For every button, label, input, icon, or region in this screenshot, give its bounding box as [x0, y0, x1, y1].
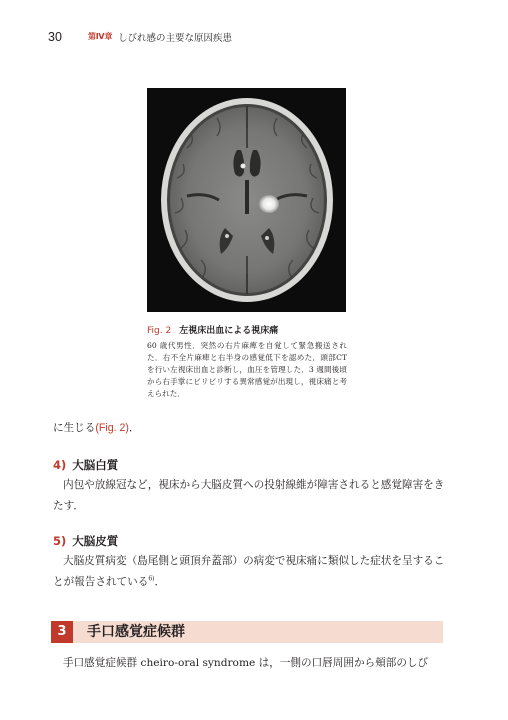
section-3-paragraph: 手口感覚症候群 cheiro-oral syndrome は，一側の口唇周囲から頬部のしび — [63, 657, 429, 669]
section-4-heading — [53, 457, 118, 473]
page-number: 30 — [48, 30, 62, 44]
chapter-title: しびれ感の主要な原因疾患 — [118, 33, 233, 44]
section-4-title: 大脳白質 — [72, 458, 119, 472]
figure-title: 左視床出血による視床痛 — [179, 326, 279, 336]
section-5-text: 大脳皮質病変（島尾側と頭頂弁蓋部）の病変で視床痛に類似した症状を呈することが報告されている — [53, 555, 445, 588]
section-5-number: 5) — [53, 534, 67, 548]
section-4-number: 4) — [53, 458, 67, 472]
figure-caption — [147, 318, 347, 400]
section-5-title: 大脳皮質 — [72, 534, 119, 548]
figure-label: Fig. 2 — [147, 326, 172, 336]
chapter-tag: 第Ⅳ章 — [88, 32, 113, 41]
paragraph-fig-ref — [53, 418, 140, 439]
section-3-title: 手口感覚症候群 — [87, 624, 185, 640]
fig-ref-post: ． — [128, 422, 140, 434]
fig-ref-pre: に生じる — [53, 422, 96, 434]
ct-scan-image — [147, 88, 346, 312]
section-5-paragraph — [53, 551, 445, 593]
section-3-number: 3 — [51, 621, 73, 643]
reference-marker[interactable]: 6) — [148, 575, 155, 583]
section-3-banner — [51, 621, 443, 643]
section-5-text-end: ． — [154, 576, 166, 588]
fig-ref-link[interactable]: (Fig. 2) — [95, 422, 129, 434]
figure-description: 60 歳代男性．突然の右片麻痺を自覚して緊急搬送された．右不全片麻痺と右半身の感覚低下を認めた．頭部CTを行い左視床出血と診断し，血圧を管理した．3 週間後頃から右手掌にビリビリする異常感覚が出現し，視床痛と考えられた． — [147, 341, 347, 399]
section-5-heading — [53, 533, 118, 549]
section-4-paragraph: 内包や放線冠など，視床から大脳皮質への投射線維が障害されると感覚障害をきたす． — [53, 479, 445, 512]
